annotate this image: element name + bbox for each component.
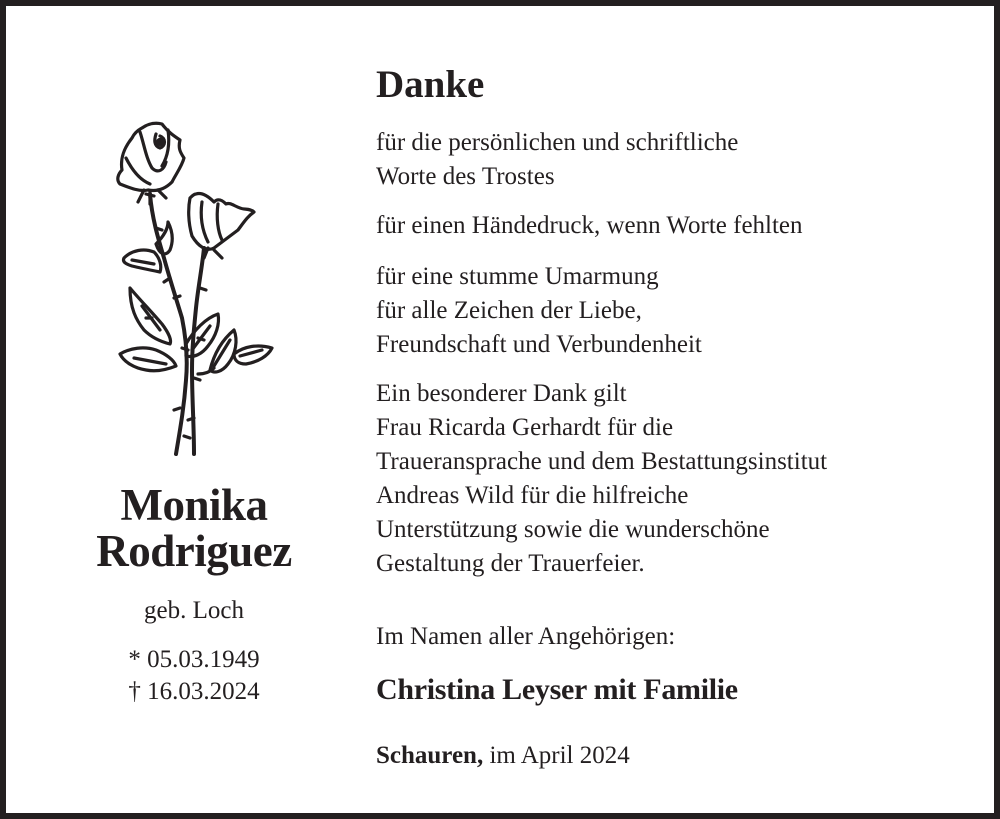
special-thanks-paragraph — [376, 377, 986, 581]
paragraph-line: Worte des Trostes — [376, 163, 555, 190]
maiden-name: geb. Loch — [144, 597, 244, 624]
thanks-paragraph-3 — [376, 260, 986, 362]
paragraph-line: Traueransprache und dem Bestattungsinstitut — [376, 448, 828, 475]
rose-icon — [110, 118, 280, 463]
place-name: Schauren, — [376, 742, 484, 769]
paragraph-line: Freundschaft und Verbundenheit — [376, 331, 702, 358]
paragraph-line: Andreas Wild für die hilfreiche — [376, 482, 689, 509]
closing-line: Im Namen aller Angehörigen: — [376, 623, 676, 650]
paragraph-line: Gestaltung der Trauerfeier. — [376, 550, 645, 577]
signer-name: Christina Leyser mit Familie — [376, 673, 738, 706]
paragraph-line: für eine stumme Umarmung — [376, 263, 659, 290]
paragraph-line: Frau Ricarda Gerhardt für die — [376, 414, 674, 441]
paragraph-line: Unterstützung sowie die wunderschöne — [376, 516, 770, 543]
deceased-name — [46, 482, 342, 574]
life-dates — [46, 644, 342, 708]
place-date — [376, 739, 986, 773]
death-date: † 16.03.2024 — [128, 678, 260, 705]
paragraph-line: für alle Zeichen der Liebe, — [376, 297, 642, 324]
thanks-paragraph-2 — [376, 209, 986, 243]
deceased-first-name: Monika — [120, 480, 268, 530]
paragraph-line: Ein besonderer Dank gilt — [376, 380, 627, 407]
notice-title: Danke — [376, 63, 485, 106]
birth-date: * 05.03.1949 — [128, 646, 260, 673]
paragraph-line: für die persönlichen und schriftliche — [376, 129, 739, 156]
date-text: im April 2024 — [489, 742, 630, 769]
deceased-last-name: Rodriguez — [96, 526, 292, 576]
paragraph-line: für einen Händedruck, wenn Worte fehlten — [376, 212, 803, 239]
thanks-paragraph-1 — [376, 126, 986, 194]
